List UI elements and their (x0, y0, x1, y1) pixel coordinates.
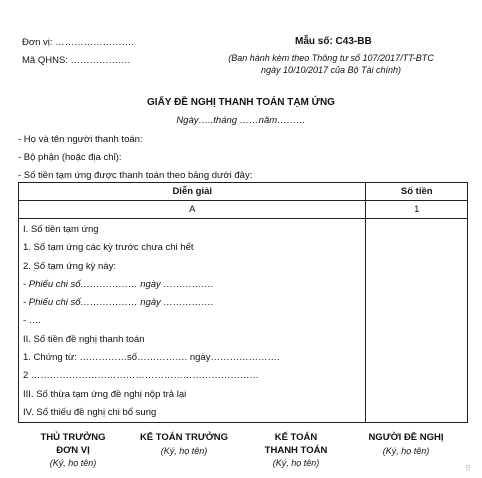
signature-chief-accountant (129, 432, 239, 457)
description-cell (19, 219, 366, 423)
table-row: 2 ……………………………………………………………… (23, 370, 259, 382)
signature-requester (351, 432, 461, 457)
signature-note: (Ký, họ tên) (382, 445, 430, 456)
column-code-amount: 1 (366, 201, 468, 219)
column-code-description: A (19, 201, 366, 219)
table-row: I. Số tiền tạm ứng (23, 224, 99, 235)
issued-note-line1: (Ban hành kèm theo Thông tư số 107/2017/TT-BTC (228, 53, 434, 63)
signature-payment-accountant (241, 432, 351, 470)
advance-amount-field: - Số tiền tạm ứng được thanh toán theo bảng dưới đây: (18, 170, 253, 181)
issued-note-line2: ngày 10/10/2017 của Bộ Tài chính) (260, 65, 402, 75)
signature-note: (Ký, họ tên) (272, 458, 320, 468)
table-row: 1. Số tạm ứng các kỳ trước chưa chi hết (23, 242, 194, 254)
signature-note: (Ký, họ tên) (160, 445, 208, 456)
qhns-field: Mã QHNS: ………………. (22, 55, 131, 66)
document-title: GIẤY ĐỀ NGHỊ THANH TOÁN TẠM ỨNG (147, 97, 335, 108)
unit-field: Đơn vị: ……………………. (22, 37, 134, 48)
department-field: - Bộ phận (hoặc địa chỉ): (18, 152, 122, 163)
column-header-amount: Số tiền (366, 183, 468, 201)
signature-title: NGƯỜI ĐỀ NGHỊ (368, 432, 444, 443)
table-row: IV. Số thiếu đề nghị chi bổ sung (23, 406, 157, 418)
settlement-table (18, 182, 468, 423)
table-row: 2. Số tạm ứng kỳ này: (23, 260, 116, 272)
amount-cell (366, 219, 468, 423)
signature-note: (Ký, họ tên) (49, 458, 97, 468)
table-row: II. Số tiền đề nghị thanh toán (23, 333, 145, 345)
date-line: Ngày…..tháng ……năm……… (176, 115, 306, 126)
table-row: - Phiếu chi số……………… ngày ……………. (23, 278, 214, 290)
signature-title: THỦ TRƯỞNG ĐƠN VỊ (40, 432, 106, 456)
signature-head-of-unit (18, 432, 128, 470)
form-number: Mẫu số: C43-BB (295, 36, 372, 47)
table-column-code-row (19, 201, 468, 219)
table-body-row (19, 219, 468, 423)
signature-title: KẾ TOÁN THANH TOÁN (264, 432, 328, 456)
payer-name-field: - Họ và tên người thanh toán: (18, 134, 143, 145)
table-row: - …. (23, 315, 41, 327)
table-row: III. Số thừa tạm ứng đề nghị nộp trả lại (23, 388, 187, 400)
table-row: - Phiếu chi số……………… ngày ……………. (23, 297, 214, 309)
drag-handle-icon[interactable]: ⠿ (465, 464, 471, 473)
signature-title: KẾ TOÁN TRƯỞNG (139, 432, 229, 443)
column-header-description: Diễn giải (19, 183, 366, 201)
table-header-row (19, 183, 468, 201)
table-row: 1. Chứng từ: ……………số……………. ngày…………………. (23, 352, 280, 364)
